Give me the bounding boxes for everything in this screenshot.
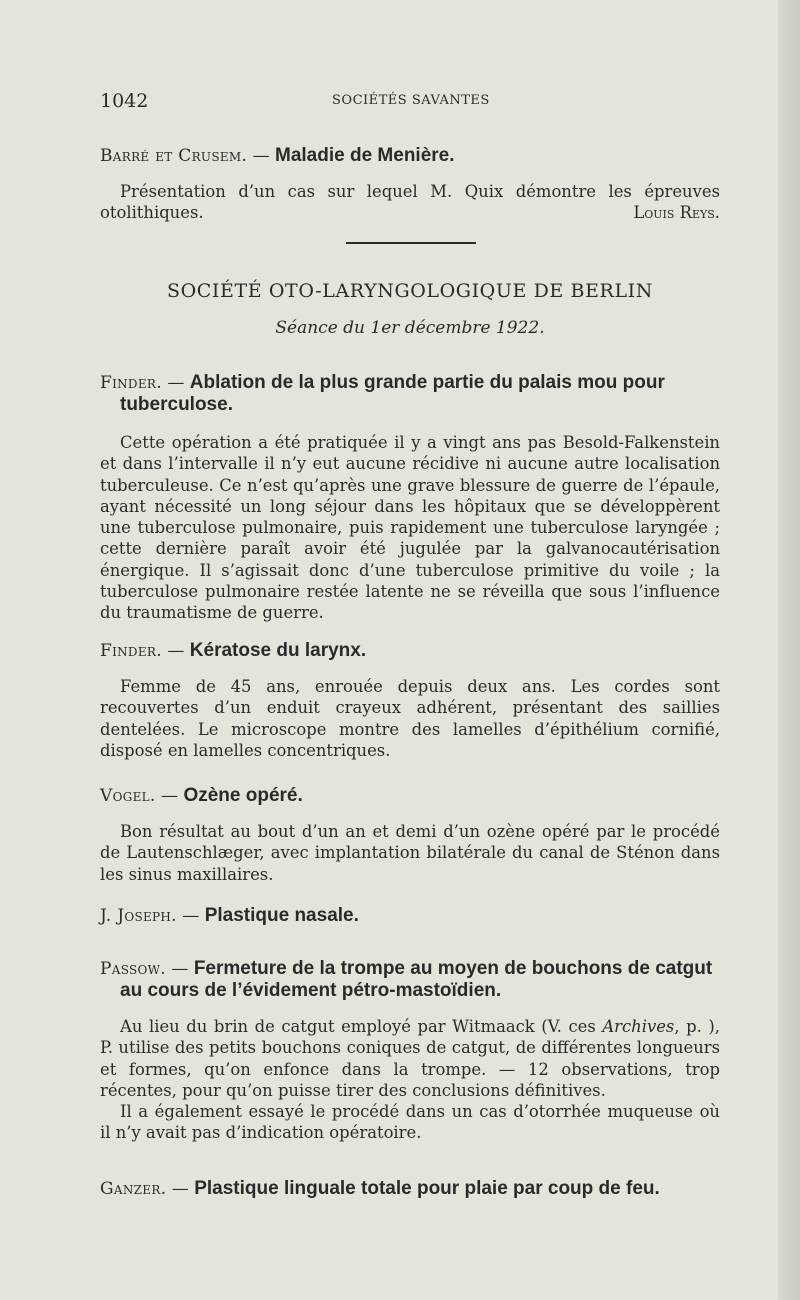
entry-title: Ablation de la plus grande partie du palais mou pour tuberculose. [120, 372, 665, 415]
text-part: , p. ), P. utilise des petits bouchons coniques de catgut, de différentes longueurs et formes, qu’on enfonce dans la trompe. — 12 observations, trop récentes, pour qu’on puisse tirer des conclusions définitives. [100, 1017, 721, 1100]
text-part: Au lieu du brin de catgut employé par Witmaack (V. ces [120, 1017, 603, 1036]
entry-dash: — [167, 641, 185, 661]
entry-meniere [100, 145, 720, 222]
entry-title: Ozène opéré. [183, 785, 303, 806]
entry-ablation [100, 372, 720, 624]
entry-fermeture [100, 958, 720, 1144]
entry-text: Présentation d’un cas sur lequel M. Quix démontre les épreuves otolithiques. [100, 182, 720, 223]
entry-dash: — [171, 959, 189, 979]
entry-ozene [100, 785, 720, 885]
entry-dash: — [161, 786, 179, 806]
page-edge [778, 0, 800, 1300]
entry-author: J. Joseph. [100, 906, 177, 926]
entry-author: Barré et Crusem. [100, 146, 248, 166]
entry-heading [100, 372, 720, 416]
entry-title: Maladie de Menière. [275, 145, 455, 166]
entry-author: Vogel. [100, 786, 156, 806]
entry-keratose [100, 640, 720, 761]
entry-dash: — [171, 1179, 189, 1199]
entry-heading [100, 785, 720, 807]
page-header [100, 90, 700, 112]
entry-author: Passow. [100, 959, 167, 979]
signature: Louis Reys. [633, 202, 720, 222]
entry-heading [100, 1178, 720, 1200]
entry-text [100, 1016, 720, 1101]
entry-ganzer [100, 1178, 720, 1200]
entry-heading [100, 145, 720, 167]
section-divider [346, 242, 476, 244]
entry-title: Plastique nasale. [204, 905, 359, 926]
entry-text: Femme de 45 ans, enrouée depuis deux ans. Les cordes sont recouvertes d’un enduit crayeux adhérent, présentant des saillies dentelées. Le microscope montre des lamelles d’épithélium cornifié, disposé en lamelles concentriques. [100, 677, 720, 760]
entry-author: Finder. [100, 641, 162, 661]
entry-text: Bon résultat au bout d’un an et demi d’un ozène opéré par le procédé de Lautenschlæger, avec implantation bilatérale du canal de Sténon dans les sinus maxillaires. [100, 822, 720, 884]
running-title: SOCIÉTÉS SAVANTES [332, 93, 490, 108]
entry-title: Plastique linguale totale pour plaie par coup de feu. [194, 1178, 660, 1199]
entry-dash: — [167, 373, 185, 393]
entry-dash: — [252, 146, 270, 166]
entry-heading [100, 640, 720, 662]
entry-text: Cette opération a été pratiquée il y a vingt ans pas Besold-Falkenstein et dans l’intervalle il n’y eut aucune récidive ni aucune autre localisation tuberculeuse. Ce n’est qu’après une grave blessure de guerre de l’épaule, ayant nécessité un long séjour dans les hôpitaux que se développèrent une tuberculose pulmonaire, puis rapidement une tuberculose laryngée ; cette dernière paraît avoir été jugulée par la galvanocautérisation énergique. Il s’agissait donc d’une tuberculose primitive du voile ; la tuberculose pulmonaire restée latente ne se réveilla que sous l’influence du traumatisme de guerre. [100, 433, 720, 623]
page-number: 1042 [100, 90, 149, 112]
entry-text-2: Il a également essayé le procédé dans un cas d’otorrhée muqueuse où il n’y avait pas d’indication opératoire. [100, 1102, 720, 1143]
entry-author: Finder. [100, 373, 162, 393]
entry-dash: — [182, 906, 200, 926]
entry-title: Kératose du larynx. [189, 640, 367, 661]
journal-title: Archives [602, 1017, 675, 1036]
entry-author: Ganzer. [100, 1179, 167, 1199]
entry-heading [100, 905, 720, 927]
entry-heading [100, 958, 720, 1002]
entry-plastique [100, 905, 720, 927]
session-date: Séance du 1er décembre 1922. [275, 318, 545, 338]
society-heading: SOCIÉTÉ OTO-LARYNGOLOGIQUE DE BERLIN [166, 280, 653, 302]
entry-title: Fermeture de la trompe au moyen de bouchons de catgut au cours de l’évidement pétro-mastoïdien. [120, 958, 713, 1001]
